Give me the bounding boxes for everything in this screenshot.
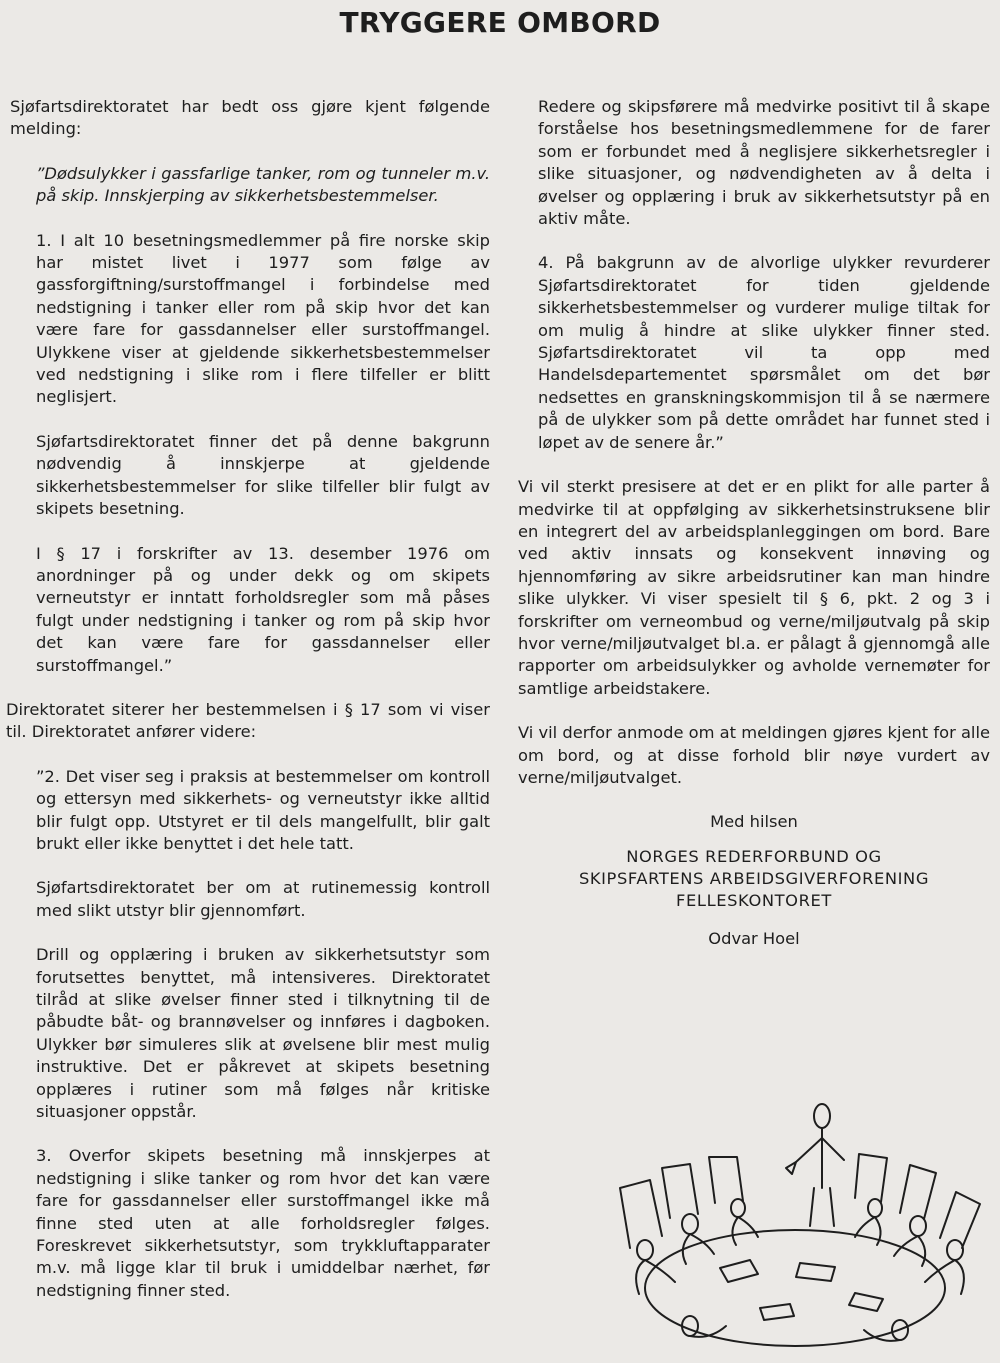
greeting: Med hilsen <box>710 812 798 832</box>
body-paragraph: Vi vil derfor anmode om at meldingen gjøres kjent for alle om bord, og at disse forhold blir nøye vurdert av verne/miljøutvalget. <box>518 723 990 787</box>
signatory-name: Odvar Hoel <box>708 928 800 948</box>
quote-paragraph: Drill og opplæring i bruken av sikkerhetsutstyr som forutsettes benyttet, må intensiveres. Direktoratet tilråd at slike øvelser finner sted i tilknytning til de påbudte båt- og brannøvelser og innføres i dagboken. Ulykker bør simuleres slik at øvelsene blir mest mulig instruktive. Det er påkrevet at skipets besetning opplæres i rutiner som må følges når kritiske situasjoner oppstår. <box>36 945 490 1122</box>
quote-paragraph: Sjøfartsdirektoratet finner det på denne bakgrunn nødvendig å innskjerpe at gjeldende sikkerhetsbestemmelser for slike tilfeller blir fulgt av skipets besetning. <box>36 431 490 519</box>
quote-point-3: 3. Overfor skipets besetning må innskjerpes at nedstigning i slike tanker og rom hvor det kan være fare for gassdannelser eller surstoffmangel ikke må finne sted uten at alle forholdsregler følges. Foreskrevet sikkerhetsutstyr, som trykkluftapparater m.v. må ligge klar til bruk i umiddelbar nærhet, før nedstigning finner sted. <box>36 1146 490 1300</box>
signature-block <box>518 811 990 950</box>
org-line: NORGES REDERFORBUND OG <box>626 846 882 866</box>
organization-name <box>518 846 990 912</box>
org-line: SKIPSFARTENS ARBEIDSGIVERFORENING <box>578 868 930 888</box>
quote-point-4: 4. På bakgrunn av de alvorlige ulykker revurderer Sjøfartsdirektoratet for tiden gjeldende sikkerhetsbestemmelser og vurderer mulige tiltak for om mulig å hindre at slike ulykker finner sted. Sjøfartsdirektoratet vil ta opp med Handelsdepartementet spørsmålet om det bør nedsettes en granskningskommisjon til å se nærmere på de ulykker som på dette området har funnet sted i løpet av de senere år.” <box>538 253 990 452</box>
quote-paragraph: Redere og skipsførere må medvirke positivt til å skape forståelse hos besetningsmedlemmene for de farer som er forbundet med å neglisjere sikkerhetsregler i slike situasjoner, og nødvendigheten av å delta i øvelser og opplæring i bruk av sikkerhetsutstyr på en aktiv måte. <box>538 97 990 229</box>
article-title: TRYGGERE OMBORD <box>339 6 661 39</box>
quote-paragraph: Sjøfartsdirektoratet ber om at rutinemessig kontroll med slikt utstyr blir gjennomført. <box>36 878 490 920</box>
body-paragraph: Vi vil sterkt presisere at det er en plikt for alle parter å medvirke til at oppfølging av sikkerhetsinstruksene blir en integrert del av arbeidsplanleggingen om bord. Bare ved aktiv innsats og konsekvent innøving og hjennomføring av sikre arbeidsrutiner kan man hindre slike ulykker. Vi viser spesielt til § 6, pkt. 2 og 3 i forskrifter om verneombud og verne/miljøutvalg på skip hvor verne/miljøutvalget bl.a. er pålagt å gjennomgå alle rapporter om arbeidsulykker og avholde vernemøter for samtlige arbeidstakere. <box>518 477 990 698</box>
quote-point-2: ”2. Det viser seg i praksis at bestemmelser om kontroll og ettersyn med sikkerhets- og verneutstyr ikke alltid blir fulgt opp. Utstyret er til dels mangelfullt, blir galt brukt eller ikke benyttet i det hele tatt. <box>36 766 490 853</box>
right-column <box>518 96 990 950</box>
quote-heading: ”Dødsulykker i gassfarlige tanker, rom og tunneler m.v. på skip. Innskjerping av sikkerhetsbestemmelser. <box>36 163 490 206</box>
org-line: FELLESKONTORET <box>676 890 832 910</box>
body-paragraph: Direktoratet siterer her bestemmelsen i § 17 som vi viser til. Direktoratet anfører videre: <box>6 699 490 742</box>
intro-paragraph: Sjøfartsdirektoratet har bedt oss gjøre kjent følgende melding: <box>10 97 490 139</box>
quote-paragraph: I § 17 i forskrifter av 13. desember 1976 om anordninger på og under dekk og om skipets verneutstyr er inntatt forholdsregler som må påses fulgt under nedstigning i tanker og rom på skip hvor det kan være fare for gassdannelser eller surstoffmangel.” <box>36 543 490 675</box>
left-column <box>6 96 490 1324</box>
meeting-illustration <box>600 1098 1000 1358</box>
quote-point-1: 1. I alt 10 besetningsmedlemmer på fire norske skip har mistet livet i 1977 som følge av gassforgiftning/surstoffmangel i forbindelse med nedstigning i tanker eller rom på skip hvor det kan være fare for gassdannelser eller surstoffmangel. Ulykkene viser at gjeldende sikkerhetsbestemmelser ved nedstigning i slike rom i flere tilfeller er blitt neglisjert. <box>36 230 490 407</box>
